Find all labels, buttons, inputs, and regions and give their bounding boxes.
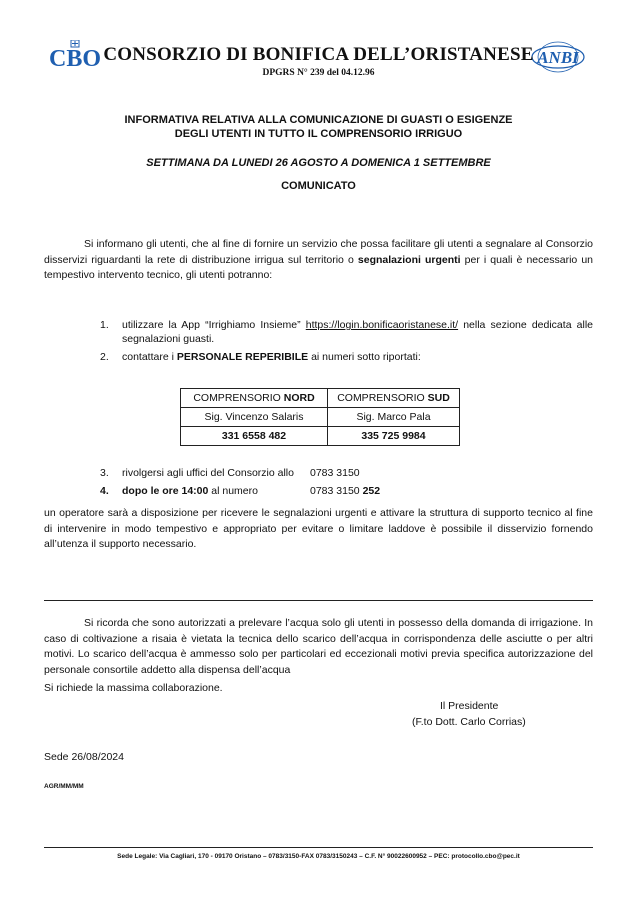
cbo-logo-text: CBO bbox=[48, 46, 102, 70]
list-item-2-text-end: ai numeri sotto riportati: bbox=[308, 351, 421, 363]
comunicato-heading: COMUNICATO bbox=[281, 180, 356, 192]
list-num-2: 2. bbox=[100, 351, 109, 363]
intro-bold: segnalazioni urgenti bbox=[357, 253, 461, 266]
sud-contact-name: Sig. Marco Pala bbox=[328, 408, 460, 427]
intro-part-2: per i quali è necessario un tempestivo intervento tecnico, gli utenti potranno: bbox=[44, 253, 594, 281]
collaboration-note: Si richiede la massima collaborazione. bbox=[44, 682, 223, 694]
week-range: SETTIMANA DA LUNEDI 26 AGOSTO A DOMENICA 1 SETTEMBRE bbox=[146, 157, 491, 169]
nord-phone[interactable]: 331 6558 482 bbox=[181, 427, 328, 446]
list-num-4: 4. bbox=[100, 485, 109, 497]
document-title bbox=[90, 113, 547, 141]
table-row bbox=[181, 427, 460, 446]
org-name: CONSORZIO DI BONIFICA DELL’ORISTANESE bbox=[103, 44, 534, 65]
list-num-3: 3. bbox=[100, 467, 109, 479]
after-hours-phone[interactable]: 0783 3150 252 bbox=[310, 485, 381, 497]
intro-paragraph bbox=[44, 237, 593, 284]
list-num-1: 1. bbox=[100, 319, 109, 331]
nord-header: COMPRENSORIO NORD bbox=[181, 389, 328, 408]
table-row bbox=[181, 408, 460, 427]
app-login-link[interactable]: https://login.bonificaoristanese.it/ bbox=[305, 319, 459, 331]
divider bbox=[44, 600, 593, 601]
signature: (F.to Dott. Carlo Corrias) bbox=[412, 716, 526, 728]
president-title: Il Presidente bbox=[440, 700, 499, 712]
intro-part-1: Si informano gli utenti, che al fine di fornire un servizio che possa facilitare gli utenti a segnalare al Consorzio disservizi riguardanti la rete di distribuzione irrigua sul territorio o bbox=[44, 238, 593, 266]
footer-address: Sede Legale: Via Cagliari, 170 - 09170 Oristano – 0783/3150-FAX 0783/3150243 – C.F. N° 90022600952 – PEC: protocollo.cbo@pec.it bbox=[117, 853, 520, 860]
footer-divider bbox=[44, 847, 593, 848]
title-line-1: INFORMATIVA RELATIVA ALLA COMUNICAZIONE DI GUASTI O ESIGENZE bbox=[124, 114, 513, 126]
reminder-paragraph: Si ricorda che sono autorizzati a prelevare l’acqua solo gli utenti in possesso della domanda di irrigazione. In caso di coltivazione a risaia è vietata la tecnica dello scarico dell’acqua in corrispondenza delle asciutte o per altri motivi. Lo scarico dell’acqua è ammesso solo per particolari ed eccezionali motivi previa specifica autorizzazione del personale consortile addetto alla dispensa dell’acqua bbox=[44, 617, 593, 676]
title-line-2: DEGLI UTENTI IN TUTTO IL COMPRENSORIO IRRIGUO bbox=[174, 128, 463, 140]
list-item-4-text: al numero bbox=[208, 485, 258, 497]
anbi-logo-text: ANBI bbox=[537, 48, 579, 67]
list-item-2-text: contattare i bbox=[122, 351, 177, 363]
decree: DPGRS N° 239 del 04.12.96 bbox=[262, 68, 375, 78]
list-item-2-bold: PERSONALE REPERIBILE bbox=[176, 351, 309, 363]
table-row bbox=[181, 389, 460, 408]
list-item-4-bold: dopo le ore 14:00 bbox=[122, 485, 209, 497]
list-item-3-text: rivolgersi agli uffici del Consorzio allo bbox=[122, 467, 294, 479]
office-phone[interactable]: 0783 3150 bbox=[310, 467, 360, 479]
list-item-1-text: utilizzare la App “Irrighiamo Insieme” bbox=[122, 319, 306, 331]
sede-date: Sede 26/08/2024 bbox=[44, 751, 124, 763]
operator-paragraph: un operatore sarà a disposizione per ricevere le segnalazioni urgenti e attivare la struttura di supporto tecnico al fine di intervenire in modo tempestivo e appropriato per evitare o limitare laddove è possibile il disservizio fornendo all’utenza il supporto necessario. bbox=[44, 507, 593, 550]
contacts-table bbox=[180, 388, 460, 446]
sud-header: COMPRENSORIO SUD bbox=[328, 389, 460, 408]
nord-contact-name: Sig. Vincenzo Salaris bbox=[181, 408, 328, 427]
sud-phone[interactable]: 335 725 9984 bbox=[328, 427, 460, 446]
list-item-1 bbox=[100, 318, 593, 346]
list-item-1-text-end: nella sezione dedicata alle segnalazioni guasti. bbox=[122, 319, 593, 345]
list-item-2 bbox=[100, 350, 593, 364]
reference-code: AGR/MM/MM bbox=[44, 783, 84, 790]
